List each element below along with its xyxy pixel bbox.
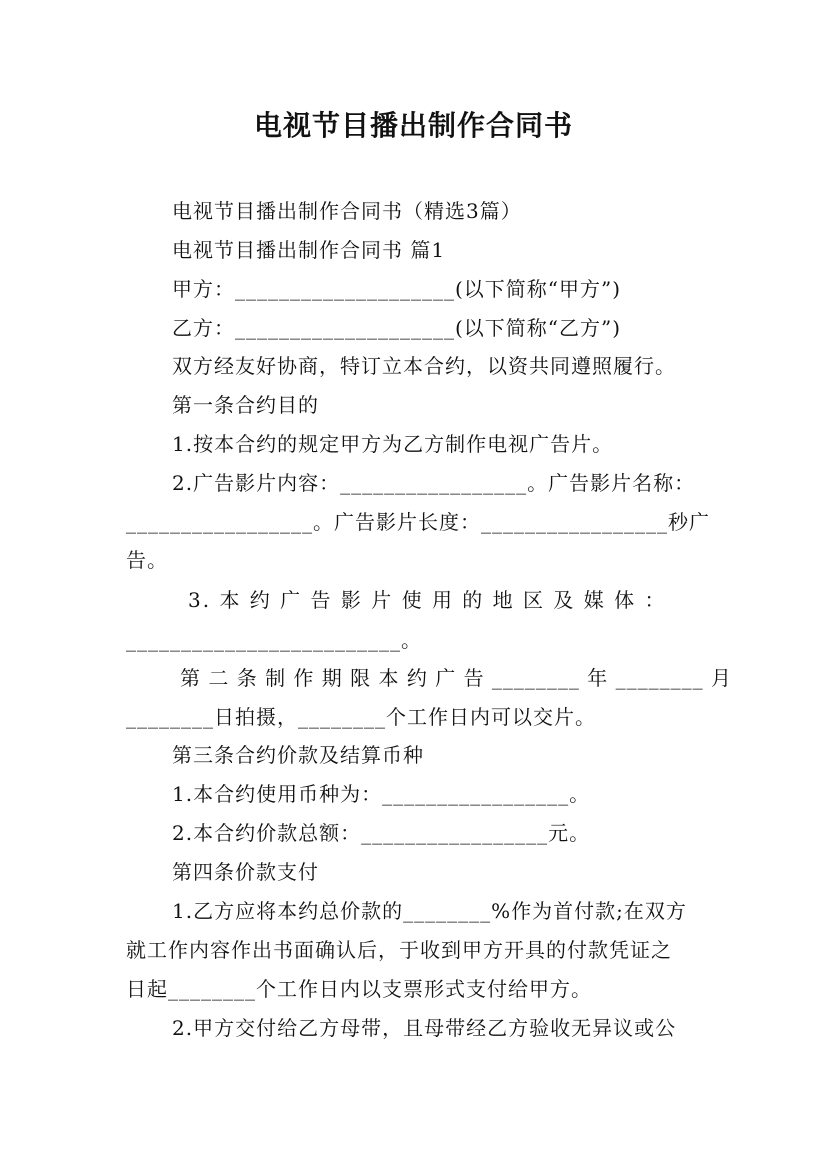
paragraph-line: 告。: [126, 548, 168, 572]
paragraph-line: 2.广告影片内容：_________________。广告影片名称：: [172, 471, 696, 495]
paragraph-line: 就工作内容作出书面确认后，于收到甲方开具的付款凭证之: [126, 938, 672, 962]
section-heading: 第一条合约目的: [172, 393, 319, 417]
paragraph-line: 日起________个工作日内以支票形式支付给甲方。: [126, 977, 592, 1001]
section-heading: 第三条合约价款及结算币种: [172, 743, 424, 767]
paragraph-line: 1.按本合约的规定甲方为乙方制作电视广告片。: [172, 432, 614, 456]
paragraph-line: 电视节目播出制作合同书（精选3篇）: [172, 199, 522, 223]
section-heading: 第四条价款支付: [172, 860, 319, 884]
paragraph-line: 2.甲方交付给乙方母带，且母带经乙方验收无异议或公: [172, 1016, 677, 1040]
section-heading: 第 二 条 制 作 期 限 本 约 广 告 ________ 年 ________ 月: [180, 666, 733, 690]
paragraph-line: 乙方：____________________(以下简称“乙方”): [172, 316, 622, 340]
paragraph-line: 2.本合约价款总额：_________________元。: [172, 821, 591, 845]
paragraph-line: ________日拍摄，________个工作日内可以交片。: [126, 705, 596, 729]
paragraph-line: 甲方：____________________(以下简称“甲方”): [172, 277, 622, 301]
paragraph-line: 双方经友好协商，特订立本合约，以资共同遵照履行。: [172, 354, 676, 378]
paragraph-line: _________________________。: [126, 628, 422, 652]
paragraph-line: 1.本合约使用币种为：_________________。: [172, 782, 591, 806]
paragraph-line: 1.乙方应将本约总价款的________%作为首付款;在双方: [172, 899, 687, 923]
paragraph-line: 3. 本 约 广 告 影 片 使 用 的 地 区 及 媒 体 ：: [188, 588, 667, 612]
paragraph-line: 电视节目播出制作合同书 篇1: [172, 238, 446, 262]
paragraph-line: _________________。广告影片长度：_________________秒广: [126, 510, 710, 534]
document-title: 电视节目播出制作合同书: [253, 109, 573, 142]
